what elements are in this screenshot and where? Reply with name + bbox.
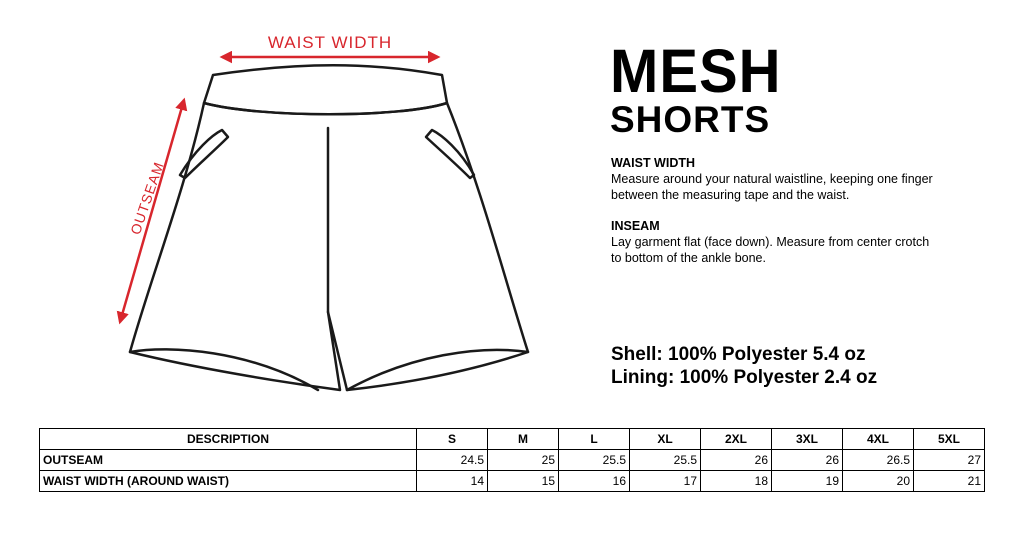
table-row [40,471,985,492]
table-cell: 16 [559,471,630,492]
right-hem [347,350,528,390]
row-label: WAIST WIDTH (AROUND WAIST) [40,471,417,492]
table-cell: 27 [914,450,985,471]
shorts-diagram [0,0,560,420]
header-cell: XL [630,429,701,450]
header-cell: L [559,429,630,450]
table-cell: 15 [488,471,559,492]
table-cell: 21 [914,471,985,492]
header-cell: M [488,429,559,450]
section-title: WAIST WIDTH [611,156,696,170]
inseam-instructions [611,218,941,266]
outseam-label: OUTSEAM [127,159,167,237]
table-cell: 19 [772,471,843,492]
row-label: OUTSEAM [40,450,417,471]
header-cell: 4XL [843,429,914,450]
header-cell: 5XL [914,429,985,450]
header-cell: DESCRIPTION [40,429,417,450]
table-row [40,450,985,471]
table-cell: 26.5 [843,450,914,471]
table-cell: 25.5 [559,450,630,471]
header-cell: 2XL [701,429,772,450]
size-chart-table [39,428,985,492]
table-cell: 20 [843,471,914,492]
table-header-row [40,429,985,450]
table-cell: 26 [701,450,772,471]
waistband [204,65,447,114]
page-subtitle: SHORTS [610,99,771,140]
table-cell: 25.5 [630,450,701,471]
fabric-info [611,343,877,389]
table-cell: 24.5 [417,450,488,471]
shell-fabric: Shell: 100% Polyester 5.4 oz [611,344,866,365]
section-text: Measure around your natural waistline, keeping one finger between the measuring tape and the waist. [611,172,933,202]
table-cell: 17 [630,471,701,492]
header-cell: 3XL [772,429,843,450]
table-cell: 18 [701,471,772,492]
table-cell: 25 [488,450,559,471]
waist-width-label: WAIST WIDTH [267,33,393,52]
header-cell: S [417,429,488,450]
section-text: Lay garment flat (face down). Measure from center crotch to bottom of the ankle bone. [611,235,930,265]
table-cell: 26 [772,450,843,471]
lining-fabric: Lining: 100% Polyester 2.4 oz [611,367,878,388]
waist-width-instructions [611,155,941,203]
section-title: INSEAM [611,219,660,233]
page-title: MESH [610,37,782,106]
table-cell: 14 [417,471,488,492]
